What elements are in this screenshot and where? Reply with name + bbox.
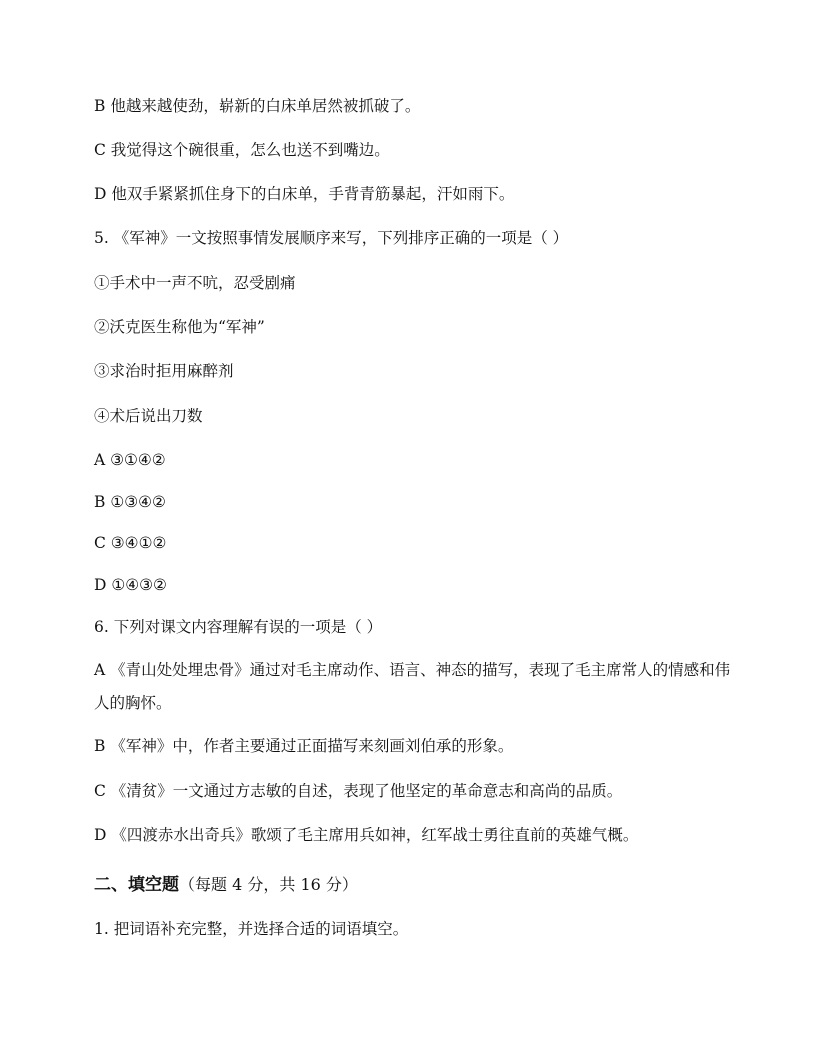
- section-heading: [94, 870, 358, 895]
- q5-item-1: ①手术中一声不吭，忍受剧痛: [94, 274, 296, 292]
- q5-item-2: ②沃克医生称他为“军神”: [94, 318, 265, 336]
- q6-option-c: C 《清贫》一文通过方志敏的自述，表现了他坚定的革命意志和高尚的品质。: [94, 782, 623, 800]
- q6-option-d: D 《四渡赤水出奇兵》歌颂了毛主席用兵如神，红军战士勇往直前的英雄气概。: [94, 826, 639, 844]
- q4-option-d: D 他双手紧紧抓住身下的白床单，手背青筋暴起，汗如雨下。: [94, 185, 515, 203]
- q5-option-a: A ③①④②: [94, 451, 166, 469]
- q5-option-d: D ①④③②: [94, 576, 167, 594]
- q6-stem: 6. 下列对课文内容理解有误的一项是（ ）: [94, 618, 383, 636]
- section-title: 二、填空题: [94, 875, 179, 895]
- q4-option-b: B 他越来越使劲，崭新的白床单居然被抓破了。: [94, 97, 421, 115]
- q5-stem: 5. 《军神》一文按照事情发展顺序来写，下列排序正确的一项是（ ）: [94, 229, 569, 247]
- fill-q1-stem: 1. 把词语补充完整，并选择合适的词语填空。: [94, 920, 409, 938]
- q5-item-3: ③求治时拒用麻醉剂: [94, 362, 234, 380]
- q5-item-4: ④术后说出刀数: [94, 407, 203, 425]
- q5-option-b: B ①③④②: [94, 493, 166, 511]
- section-score-note: （每题 4 分，共 16 分）: [179, 875, 358, 894]
- q6-option-a: A 《青山处处埋忠骨》通过对毛主席动作、语言、神态的描写，表现了毛主席常人的情感和伟人的胸怀。: [94, 661, 731, 712]
- q5-option-c: C ③④①②: [94, 534, 167, 552]
- q4-option-c: C 我觉得这个碗很重，怎么也送不到嘴边。: [94, 141, 390, 159]
- q6-option-b: B 《军神》中，作者主要通过正面描写来刻画刘伯承的形象。: [94, 737, 514, 755]
